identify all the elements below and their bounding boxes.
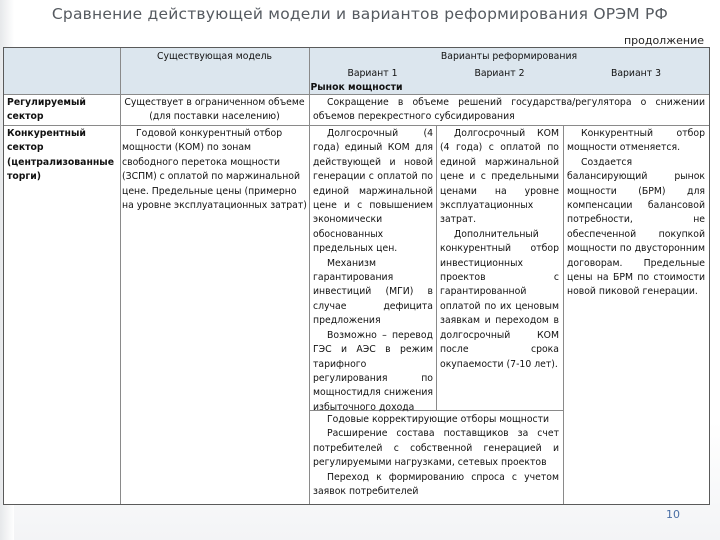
header-variant-1: Вариант 1: [347, 68, 398, 79]
common-para: Расширение состава поставщиков за счет потребителей с собственной генерацией и регулируемыми нагрузками, сетевых проектов: [313, 428, 559, 469]
column-divider: [563, 125, 564, 504]
header-reform-options: Варианты реформирования: [440, 51, 578, 62]
variant-2-para: Долгосрочный КОМ (4 года) с оплатой по единой маржинальной цене и с предельными ценами на уровне эксплуатационных затрат.: [440, 128, 559, 226]
comparison-table: [3, 47, 710, 505]
row-divider: [4, 94, 709, 95]
variant-1-cell: [313, 127, 433, 415]
variant-3-para: Конкурентный отбор мощности отменяется.: [567, 128, 705, 154]
regulated-reform: Сокращение в объеме решений государства/регулятора о снижении объемов перекрестного субсидирования: [313, 97, 705, 123]
variant-1-para: Долгосрочный (4 года) единый КОМ для действующей и новой генерации с оплатой по единой маржинальной цене и с повышением экономически обоснованных предельных цен.: [313, 128, 433, 255]
variant-1-para: Механизм гарантирования инвестиций (МГИ) в случае дефицита предложения: [313, 257, 433, 327]
header-variant-2: Вариант 2: [474, 68, 525, 79]
row-divider: [4, 125, 709, 126]
variant-3-para: Создается балансирующий рынок мощности (БРМ) для компенсации балансовой потребности, не обеспеченной покупкой мощности по двусторонним договорам. Предельные цены на БРМ по стоимости новой пиковой генерации.: [567, 156, 705, 298]
common-para: Годовые корректирующие отборы мощности: [327, 414, 550, 425]
competitive-sector-label: Конкурентный сектор (централизованные торги): [7, 128, 115, 183]
column-divider: [309, 94, 310, 504]
continuation-label: продолжение: [623, 34, 704, 47]
column-divider: [120, 94, 121, 504]
header-variant-3: Вариант 3: [610, 68, 662, 79]
capacity-market-label: Рынок мощности: [310, 82, 403, 93]
column-divider: [436, 125, 437, 410]
variant-1-para: Возможно – перевод ГЭС и АЭС в режим тарифного регулирования по мощностидля снижения избыточного дохода: [313, 329, 433, 413]
competitive-existing: Годовой конкурентный отбор мощности (КОМ) по зонам свободного перетока мощности (ЗСПМ) с оплатой по маржинальной цене. Предельные цены (примерно на уровне эксплуатационных затрат): [122, 128, 307, 212]
common-para: Переход к формированию спроса с учетом заявок потребителей: [313, 471, 559, 498]
header-existing-model: Существующая модель: [156, 51, 273, 62]
regulated-existing: Существует в ограниченном объеме (для поставки населению): [124, 97, 305, 123]
slide-title: Сравнение действующей модели и вариантов реформирования ОРЭМ РФ: [51, 5, 669, 23]
common-v1-v2-cell: [313, 413, 559, 499]
variant-3-cell: [567, 127, 705, 300]
regulated-sector-label: Регулируемый сектор: [7, 97, 86, 123]
variant-2-para: Дополнительный конкурентный отбор инвестиционных проектов с гарантированной оплатой по их ценовым заявкам и переходом в долгосрочный КОМ после срока окупаемости (7-10 лет).: [440, 228, 559, 370]
variant-2-cell: [440, 127, 559, 372]
page-number: 10: [666, 508, 680, 521]
